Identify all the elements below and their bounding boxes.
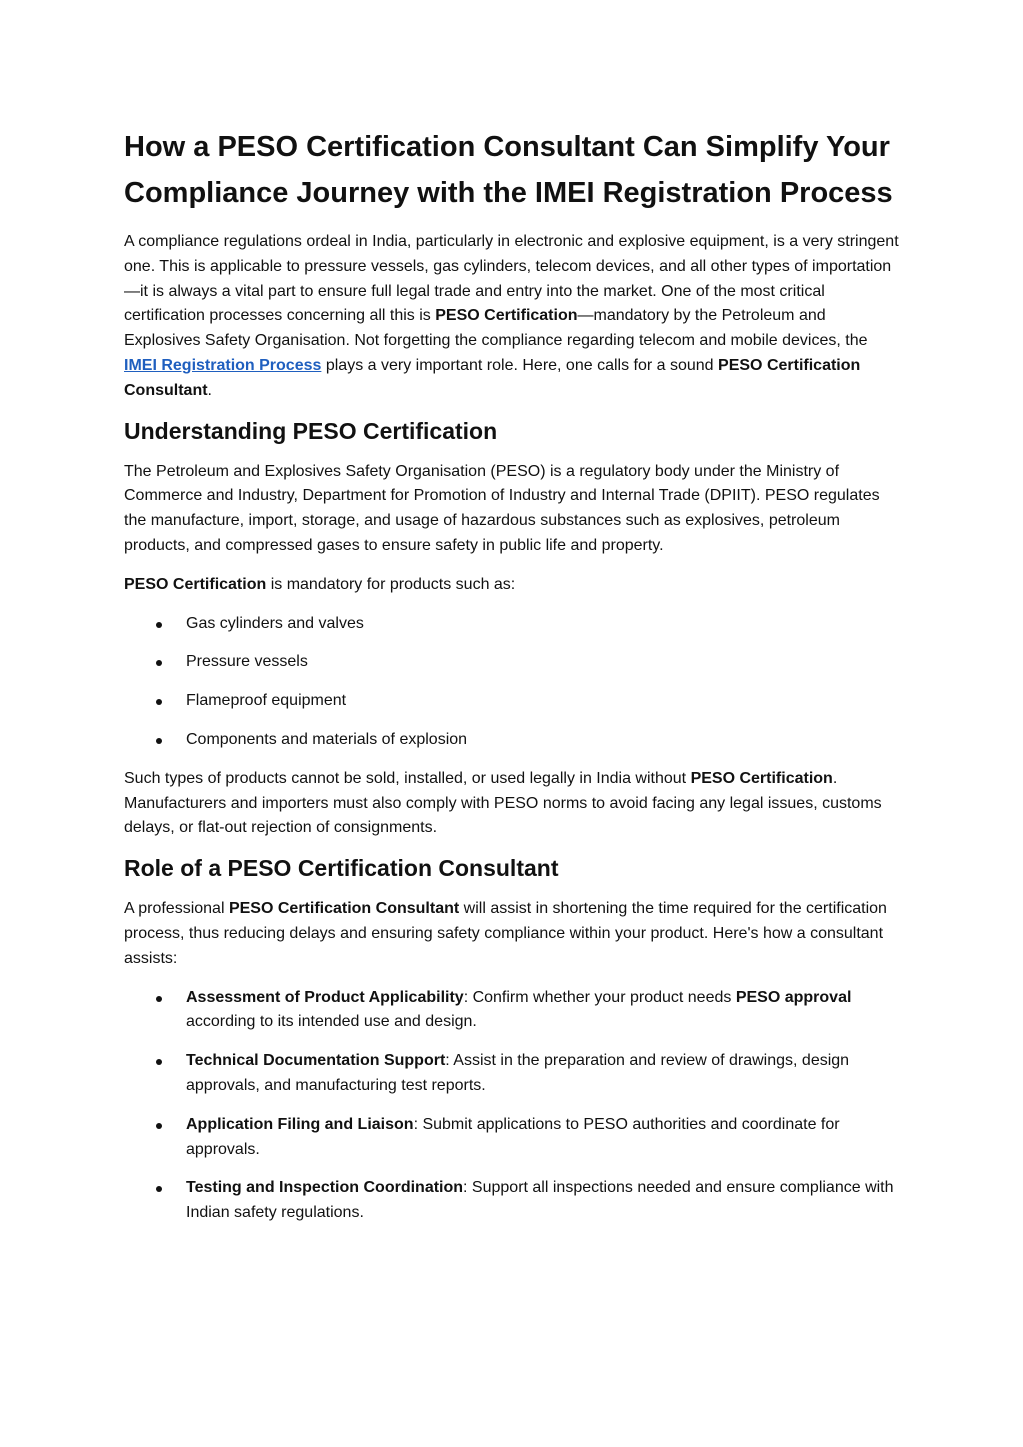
document-content [124, 124, 900, 1226]
intro-text-2: —mandatory by the Petroleum and Explosives Safety Organisation. Not forgetting the compliance regarding telecom and mobile devices, the [124, 307, 868, 350]
list-item-text: : Confirm whether your product needs [463, 988, 736, 1006]
legal-bold: PESO Certification [690, 769, 833, 787]
consultant-intro-paragraph [124, 897, 900, 971]
list-item-text: Pressure vessels [186, 653, 308, 671]
bullet-icon [156, 1186, 162, 1192]
list-item-text: Gas cylinders and valves [186, 614, 364, 632]
legal-requirement-paragraph [124, 767, 900, 841]
list-item [124, 1113, 900, 1163]
list-item-text: : Assist in the preparation and review of drawings, design approvals, and manufacturing test reports. [186, 1052, 850, 1094]
list-item-text: according to its intended use and design. [186, 1013, 477, 1031]
bullet-icon [156, 738, 162, 744]
mandatory-products-list [124, 612, 900, 753]
page-title: How a PESO Certification Consultant Can Simplify Your Compliance Journey with the IMEI Registration Process [124, 131, 893, 209]
consultant-text-1: A professional [124, 900, 229, 918]
legal-text-1: Such types of products cannot be sold, installed, or used legally in India without [124, 769, 691, 787]
intro-text-3: plays a very important role. Here, one calls for a sound [321, 356, 719, 374]
bullet-icon [156, 699, 162, 705]
list-item-title: Technical Documentation Support [186, 1052, 446, 1070]
bullet-icon [156, 622, 162, 628]
bullet-icon [156, 1059, 162, 1065]
list-item-text: Components and materials of explosion [186, 730, 468, 748]
list-item [124, 728, 900, 753]
list-item-bold-inline: PESO approval [735, 988, 852, 1006]
list-item-title: Assessment of Product Applicability [186, 988, 464, 1006]
bullet-icon [156, 996, 162, 1002]
list-item [124, 1049, 900, 1099]
list-item [124, 1176, 900, 1226]
mandatory-bold: PESO Certification [124, 575, 267, 593]
list-item-text: : Support all inspections needed and ensure compliance with Indian safety regulations. [186, 1179, 894, 1222]
intro-bold-consultant: PESO Certification Consultant [124, 356, 861, 399]
consultant-text-2: will assist in shortening the time required for the certification process, thus reducing delays and ensuring safety compliance within your product. Here's how a consultant assists: [124, 900, 887, 967]
mandatory-text: is mandatory for products such as: [266, 575, 516, 593]
mandatory-products-intro [124, 573, 900, 598]
section-heading-role: Role of a PESO Certification Consultant [124, 855, 559, 882]
list-item-text: : Submit applications to PESO authorities and coordinate for approvals. [186, 1115, 840, 1158]
section-heading-understanding: Understanding PESO Certification [124, 417, 498, 444]
list-item [124, 612, 900, 637]
bullet-icon [156, 1123, 162, 1129]
list-item [124, 689, 900, 714]
list-item [124, 650, 900, 675]
list-item-title: Testing and Inspection Coordination [186, 1179, 464, 1197]
legal-text-2: . Manufacturers and importers must also comply with PESO norms to avoid facing any legal issues, customs delays, or flat-out rejection of consignments. [124, 769, 882, 837]
bullet-icon [156, 660, 162, 666]
consultant-assist-list [124, 986, 900, 1226]
intro-bold-peso-certification: PESO Certification [435, 307, 578, 325]
list-item [124, 986, 900, 1036]
consultant-bold: PESO Certification Consultant [228, 900, 460, 918]
list-item-title: Application Filing and Liaison [186, 1115, 414, 1133]
peso-description-paragraph: The Petroleum and Explosives Safety Organisation (PESO) is a regulatory body under the Ministry of Commerce and Industry, Department for Promotion of Industry and Internal Trade (DPIIT). PESO regulates the manufacture, import, storage, and usage of hazardous substances such as explosives, petroleum products, and compressed gases to ensure safety in public life and property. [124, 462, 880, 554]
list-item-text: Flameproof equipment [186, 692, 347, 710]
intro-paragraph [124, 230, 900, 404]
imei-registration-link[interactable]: IMEI Registration Process [124, 356, 322, 374]
intro-text-4: . [207, 381, 212, 399]
intro-text-1: A compliance regulations ordeal in India, particularly in electronic and explosive equipment, is a very stringent one. This is applicable to pressure vessels, gas cylinders, telecom devices, and all other types of importation—it is always a vital part to ensure full legal trade and entry into the market. One of the most critical certification processes concerning all this is [124, 233, 899, 325]
